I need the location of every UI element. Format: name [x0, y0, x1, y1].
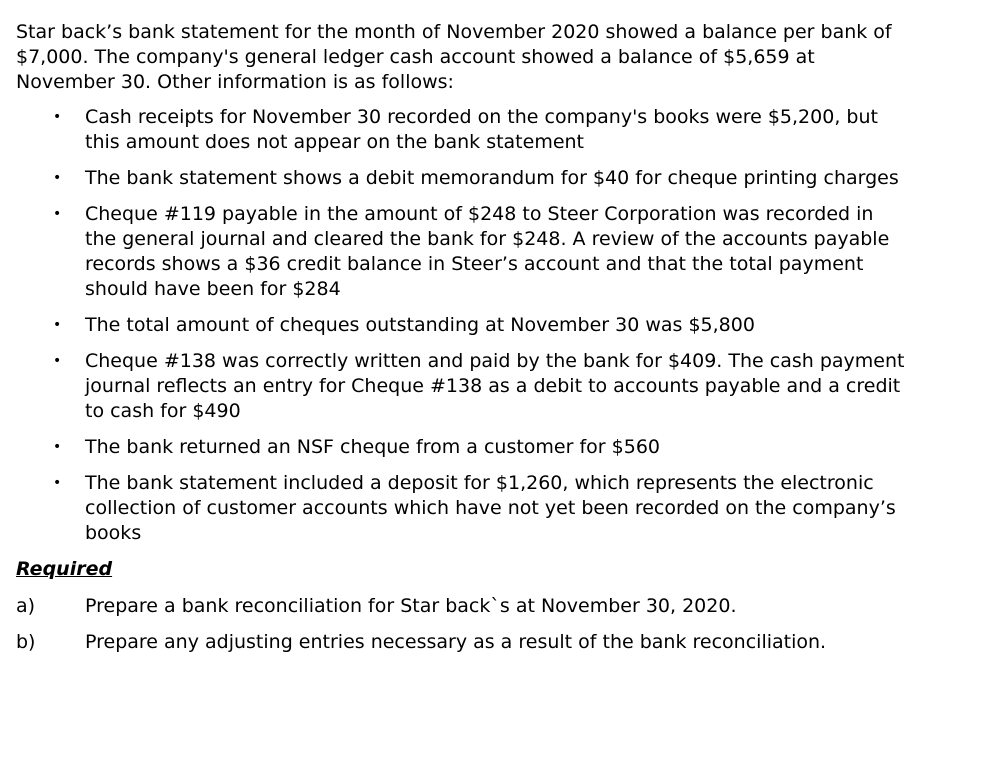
list-item-text: Cheque #138 was correctly written and paid by the bank for $409. The cash payment journal reflects an entry for Cheque #138 as a debit to accounts payable and a credit to cash for $490 [85, 350, 905, 422]
list-item-text: The total amount of cheques outstanding at November 30 was $5,800 [85, 314, 755, 336]
list-item-text: The bank statement included a deposit for $1,260, which represents the electronic collection of customer accounts which have not yet been recorded on the company’s books [85, 472, 896, 544]
bullet-icon: • [53, 109, 62, 125]
intro-paragraph: Star back’s bank statement for the month of November 2020 showed a balance per bank of $7,000. The company's general ledger cash account showed a balance of $5,659 at November 30. Other information is as follows: [16, 21, 892, 93]
task-text: Prepare a bank reconciliation for Star back`s at November 30, 2020. [85, 595, 737, 617]
bullet-icon: • [53, 475, 62, 491]
bullet-icon: • [53, 353, 62, 369]
task-item [16, 630, 976, 655]
list-item [16, 313, 905, 338]
bullet-icon: • [53, 317, 62, 333]
list-item [16, 349, 905, 424]
list-item-text: The bank returned an NSF cheque from a customer for $560 [85, 436, 660, 458]
list-item [16, 166, 905, 191]
list-item [16, 435, 905, 460]
list-item-text: The bank statement shows a debit memorandum for $40 for cheque printing charges [85, 167, 899, 189]
list-item-text: Cheque #119 payable in the amount of $248 to Steer Corporation was recorded in the general journal and cleared the bank for $248. A review of the accounts payable records shows a $36 credit balance in Steer’s account and that the total payment should have been for $284 [85, 203, 890, 300]
bullet-icon: • [53, 206, 62, 222]
bullet-icon: • [53, 439, 62, 455]
list-item [16, 105, 905, 155]
task-text: Prepare any adjusting entries necessary as a result of the bank reconciliation. [85, 631, 827, 653]
information-list [16, 105, 976, 546]
list-item [16, 471, 905, 546]
task-label: a) [16, 595, 36, 617]
list-item [16, 202, 905, 302]
task-label: b) [16, 631, 36, 653]
task-item [16, 594, 976, 619]
document [16, 20, 976, 666]
required-heading: Required [16, 558, 113, 580]
list-item-text: Cash receipts for November 30 recorded on the company's books were $5,200, but this amount does not appear on the bank statement [85, 106, 878, 153]
bullet-icon: • [53, 170, 62, 186]
